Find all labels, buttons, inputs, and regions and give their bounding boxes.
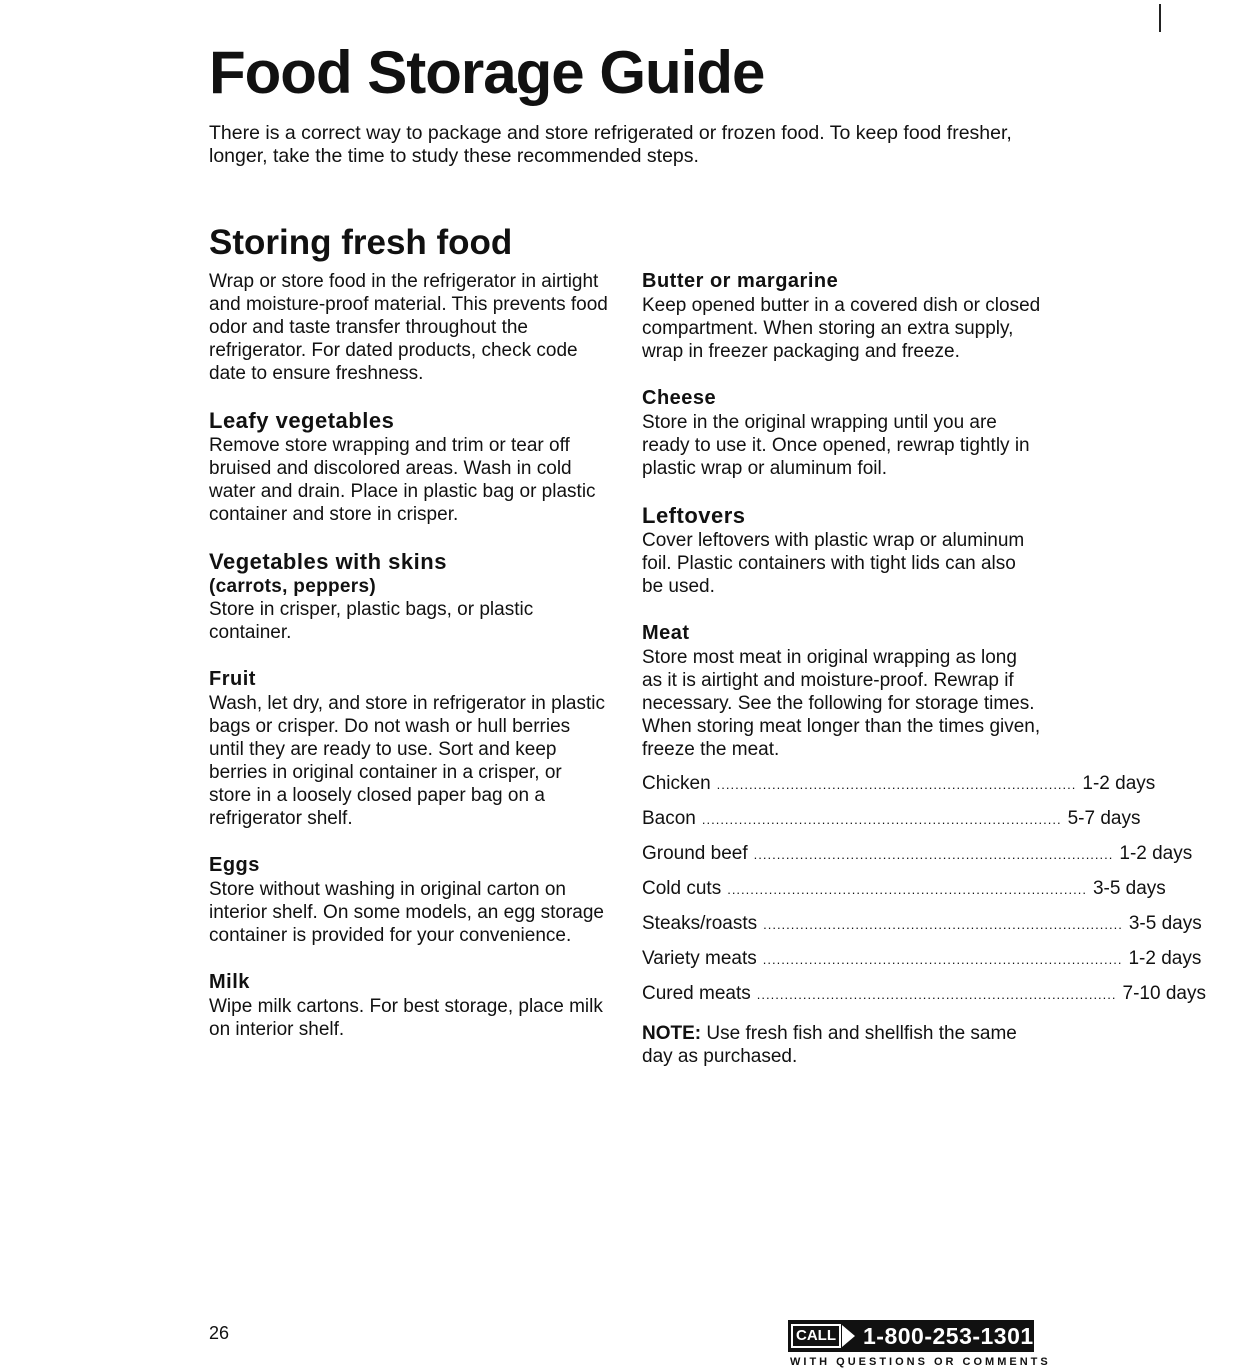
heading-leftovers: Leftovers (642, 503, 746, 528)
storage-row (642, 878, 1166, 913)
leader-dots: .............................................................................. (727, 882, 1087, 897)
call-banner (788, 1320, 1034, 1352)
body-milk: Wipe milk cartons. For best storage, place milk on interior shelf. (209, 996, 603, 1040)
phone-number: 1-800-253-1301 (863, 1322, 1034, 1349)
storage-duration: 1-2 days (1082, 773, 1156, 794)
leader-dots: .............................................................................. (756, 987, 1117, 1002)
page-number: 26 (209, 1323, 230, 1343)
leader-dots: .............................................................................. (716, 777, 1077, 792)
storage-duration: 7-10 days (1122, 983, 1206, 1004)
storage-duration: 1-2 days (1119, 843, 1193, 864)
intro-paragraph: There is a correct way to package and store refrigerated or frozen food. To keep food fresher, longer, take the time to study these recommended steps. (209, 122, 1012, 167)
body-vegetables-with-skins: Store in crisper, plastic bags, or plastic container. (209, 599, 534, 643)
heading-vegetables-with-skins: Vegetables with skins (209, 549, 447, 574)
heading-milk: Milk (209, 971, 250, 993)
body-eggs: Store without washing in original carton on interior shelf. On some models, an egg storage container is provided for your convenience. (209, 879, 604, 946)
note-vegetables-with-skins: (carrots, peppers) (209, 576, 376, 597)
leader-dots: .............................................................................. (753, 847, 1114, 862)
storage-row (642, 843, 1193, 878)
body-fruit: Wash, let dry, and store in refrigerator in plastic bags or crisper. Do not wash or hull berries until they are ready to use. Sort and keep berries in original container in a crisper, or store in a loosely closed paper bag on a refrigerator shelf. (209, 693, 605, 829)
storage-row (642, 913, 1202, 948)
storage-row (642, 808, 1141, 843)
heading-meat: Meat (642, 622, 690, 644)
note-label: NOTE: (642, 1023, 702, 1044)
page-title: Food Storage Guide (209, 39, 765, 106)
storage-duration: 3-5 days (1128, 913, 1202, 934)
left-intro: Wrap or store food in the refrigerator in airtight and moisture-proof material. This prevents food odor and taste transfer throughout the refrigerator. For dated products, check code date to ensure freshness. (209, 271, 608, 384)
left-column (209, 270, 609, 1041)
page-edge-mark (1159, 4, 1161, 32)
body-butter: Keep opened butter in a covered dish or closed compartment. When storing an extra supply, wrap in freezer packaging and freeze. (642, 295, 1041, 362)
storage-row (642, 773, 1156, 808)
storage-row (642, 983, 1206, 1018)
storage-food: Cold cuts (642, 878, 722, 899)
heading-butter: Butter or margarine (642, 270, 839, 292)
leader-dots: .............................................................................. (762, 952, 1123, 967)
body-leftovers: Cover leftovers with plastic wrap or aluminum foil. Plastic containers with tight lids can also be used. (642, 530, 1025, 597)
right-column (642, 268, 1206, 1068)
leader-dots: .............................................................................. (763, 917, 1123, 932)
heading-cheese: Cheese (642, 387, 717, 409)
call-arrow-icon (842, 1325, 855, 1347)
heading-eggs: Eggs (209, 854, 260, 876)
leader-dots: .............................................................................. (701, 812, 1062, 827)
call-label: CALL (791, 1324, 841, 1348)
meat-storage-times (642, 773, 1206, 1018)
note-text: Use fresh fish and shellfish the same day as purchased. (642, 1023, 1017, 1067)
storage-food: Steaks/roasts (642, 913, 758, 934)
body-cheese: Store in the original wrapping until you are ready to use it. Once opened, rewrap tightly in plastic wrap or aluminum foil. (642, 412, 1030, 479)
fish-note (642, 1022, 1042, 1068)
storage-food: Bacon (642, 808, 696, 829)
heading-fruit: Fruit (209, 668, 256, 690)
storage-duration: 5-7 days (1067, 808, 1141, 829)
heading-leafy-vegetables: Leafy vegetables (209, 408, 395, 433)
storage-food: Variety meats (642, 948, 757, 969)
storage-food: Ground beef (642, 843, 748, 864)
storage-duration: 3-5 days (1092, 878, 1166, 899)
storage-duration: 1-2 days (1128, 948, 1202, 969)
storage-row (642, 948, 1202, 983)
section-title: Storing fresh food (209, 223, 513, 262)
storage-food: Chicken (642, 773, 711, 794)
call-subtext: WITH QUESTIONS OR COMMENTS (790, 1356, 1051, 1368)
body-leafy-vegetables: Remove store wrapping and trim or tear off bruised and discolored areas. Wash in cold water and drain. Place in plastic bag or plastic container and store in crisper. (209, 435, 596, 525)
body-meat: Store most meat in original wrapping as long as it is airtight and moisture-proof. Rewrap if necessary. See the following for storage times. When storing meat longer than the times given, freeze the meat. (642, 647, 1041, 760)
storage-food: Cured meats (642, 983, 751, 1004)
